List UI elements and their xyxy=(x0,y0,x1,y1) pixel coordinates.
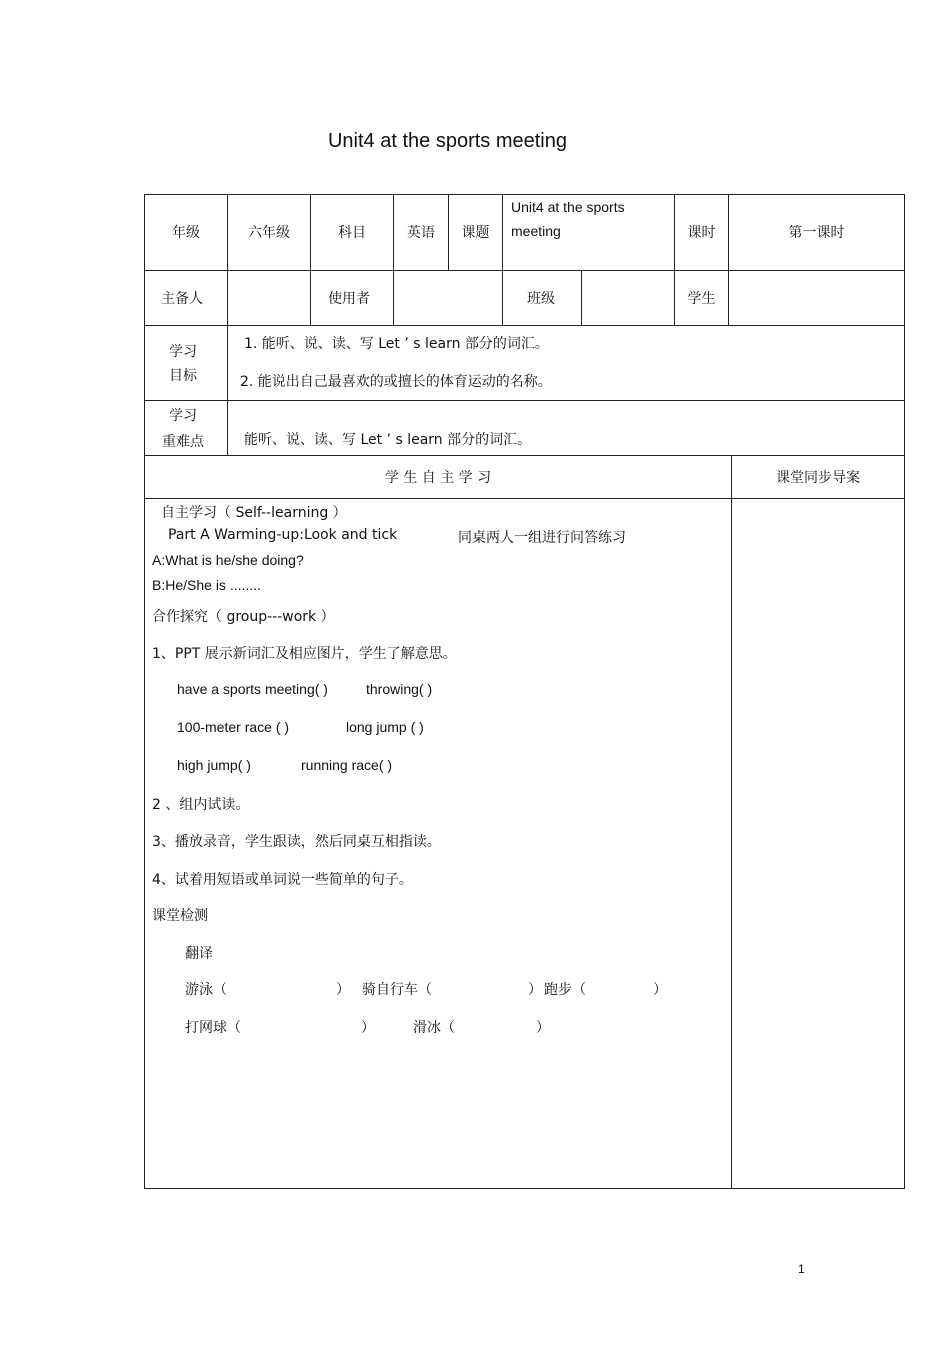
objective-item-2: 2. 能说出自己最喜欢的或擅长的体育运动的名称。 xyxy=(240,374,552,390)
table-border xyxy=(728,194,729,325)
step-4: 4、试着用短语或单词说一些简单的句子。 xyxy=(152,872,413,888)
topic-label: 课题 xyxy=(461,225,490,241)
preparer-label: 主备人 xyxy=(161,291,203,307)
table-border xyxy=(581,270,582,325)
grade-label: 年级 xyxy=(172,225,200,241)
table-border xyxy=(227,325,228,455)
table-border xyxy=(144,498,905,499)
translate-item: 滑冰（ xyxy=(413,1020,455,1036)
table-border xyxy=(904,194,905,1189)
topic-value-line2: meeting xyxy=(511,223,561,239)
step-3: 3、播放录音，学生跟读，然后同桌互相指读。 xyxy=(152,834,441,850)
self-study-header: 学 生 自 主 学 习 xyxy=(384,470,492,486)
translate-item-end: ） xyxy=(653,982,667,998)
translate-item: 骑自行车（ xyxy=(362,982,432,998)
table-border xyxy=(144,194,905,195)
vocab-item: 100-meter race ( ) xyxy=(177,719,290,735)
table-border xyxy=(144,455,905,456)
guide-header: 课堂同步导案 xyxy=(776,470,860,486)
grade-value: 六年级 xyxy=(248,225,290,241)
objectives-label-line1: 学习 xyxy=(169,344,197,360)
student-label: 学生 xyxy=(687,291,716,307)
table-border xyxy=(731,455,732,1189)
page-number: 1 xyxy=(798,1262,805,1276)
vocab-item: throwing( ) xyxy=(366,681,433,697)
self-learning-heading: 自主学习（ Self--learning ） xyxy=(161,505,347,521)
vocab-item: long jump ( ) xyxy=(346,719,424,735)
period-label: 课时 xyxy=(687,225,716,241)
subject-value: 英语 xyxy=(407,225,435,241)
part-a-note: 同桌两人一组进行问答练习 xyxy=(458,530,626,546)
translate-item-end: ） xyxy=(361,1020,375,1036)
dialog-a: A:What is he/she doing? xyxy=(152,552,304,568)
step-1: 1、PPT 展示新词汇及相应图片，学生了解意思。 xyxy=(152,646,457,662)
table-border xyxy=(393,194,394,325)
vocab-item: high jump( ) xyxy=(177,757,251,773)
class-label: 班级 xyxy=(527,291,555,307)
objectives-label-line2: 目标 xyxy=(169,368,197,384)
dialog-b: B:He/She is ........ xyxy=(152,577,261,593)
class-check-heading: 课堂检测 xyxy=(152,908,208,924)
objective-item-1: 1. 能听、说、读、写 Let ’ s learn 部分的词汇。 xyxy=(244,336,549,352)
translate-item: 游泳（ xyxy=(185,982,227,998)
table-border xyxy=(144,400,905,401)
difficulties-label-line1: 学习 xyxy=(169,408,197,424)
translate-item: 打网球（ xyxy=(185,1020,241,1036)
group-work-heading: 合作探究（ group---work ） xyxy=(152,609,335,625)
table-border xyxy=(144,325,905,326)
difficulties-text: 能听、说、读、写 Let ’ s learn 部分的词汇。 xyxy=(244,432,532,448)
part-a-heading: Part A Warming-up:Look and tick xyxy=(168,527,398,543)
subject-label: 科目 xyxy=(338,225,366,241)
vocab-item: have a sports meeting( ) xyxy=(177,681,328,697)
step-2: 2 、组内试读。 xyxy=(152,797,250,813)
table-border xyxy=(144,270,905,271)
translate-item-end: ） xyxy=(536,1020,550,1036)
page-title: Unit4 at the sports meeting xyxy=(327,130,567,152)
topic-value-line1: Unit4 at the sports xyxy=(511,199,625,215)
table-border xyxy=(144,1188,905,1189)
vocab-item: running race( ) xyxy=(301,757,393,773)
table-border xyxy=(227,194,228,325)
period-value: 第一课时 xyxy=(788,225,845,241)
translate-item-end: ） xyxy=(336,982,350,998)
translate-item-end: ） xyxy=(528,982,542,998)
difficulties-label-line2: 重难点 xyxy=(162,434,204,450)
user-label: 使用者 xyxy=(328,291,370,307)
translate-heading: 翻译 xyxy=(185,946,213,962)
translate-item: 跑步（ xyxy=(544,982,586,998)
